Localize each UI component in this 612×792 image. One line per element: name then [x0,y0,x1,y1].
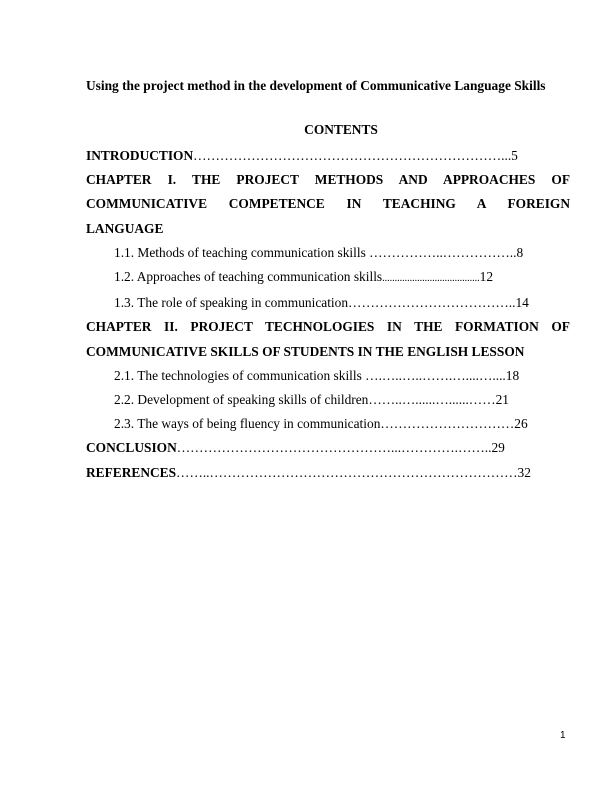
toc-leader-dots: ……..…………………………………………………………… [176,464,518,480]
toc-page-number: 14 [515,295,529,311]
toc-entry-label: INTRODUCTION [86,148,194,163]
toc-entry-label: REFERENCES [86,464,177,480]
toc-page-number: 26 [514,416,528,432]
contents-heading: CONTENTS [304,122,378,137]
toc-entry-label: 1.2. Approaches of teaching communication skills [114,269,383,285]
toc-entry-2-2 [86,388,570,412]
toc-entry-label: 1.1. Methods of teaching communication skills [114,244,370,260]
toc-entry-conclusion [86,436,570,460]
page-number: 1 [560,730,566,741]
toc-entry-1-3 [86,291,570,315]
toc-entry-references [86,461,570,485]
toc-page-number: 12 [479,269,494,285]
toc-page-number: 21 [495,392,509,408]
toc-entry-label: 2.3. The ways of being fluency in communication [114,416,381,432]
chapter-title-line: COMMUNICATIVE SKILLS OF STUDENTS IN THE ENGLISH LESSON [86,343,525,359]
toc-page-number: 8 [516,244,524,260]
toc-page-number: 29 [491,440,505,456]
toc-page-number: 32 [517,464,531,480]
toc-leader-dots: ……………………………….. [348,295,516,311]
toc-entry-label: 1.3. The role of speaking in communication [114,295,349,311]
toc-entry-label: 2.1. The technologies of communication skills [114,367,366,383]
toc-leader-dots: ....................................... [382,273,480,285]
document-title: Using the project method in the development of Communicative Language Skills [86,78,546,93]
toc-entry-1-2 [86,265,570,291]
toc-leader-dots: ………………………… [380,416,515,432]
toc-leader-dots: ……..…......…......…… [368,392,496,408]
table-of-contents [86,144,570,485]
chapter-title-line: CHAPTER I. THE PROJECT METHODS AND APPROACHES OF [86,172,570,188]
toc-entry-2-1 [86,364,570,388]
toc-entry-chapter-1 [86,168,570,241]
toc-entry-label: 2.2. Development of speaking skills of children [114,392,369,408]
toc-leader-dots: ……………..…………….. [369,244,517,260]
toc-entry-2-3 [86,412,570,436]
toc-leader-dots: …………………………………………...………….…….. [176,440,492,456]
chapter-title-line: CHAPTER II. PROJECT TECHNOLOGIES IN THE FORMATION OF [86,319,570,335]
chapter-title-line: LANGUAGE [86,220,164,236]
toc-entry-label: CONCLUSION [86,440,177,456]
toc-page-number: 5 [511,148,518,163]
toc-leader-dots: ……………………………………………………………... [193,148,512,163]
toc-entry-chapter-2 [86,315,570,363]
toc-entry-introduction [86,144,570,168]
toc-leader-dots: ….…..…..…….…....….... [365,367,506,383]
toc-page-number: 18 [505,367,520,383]
toc-entry-1-1 [86,241,570,265]
chapter-title-line: COMMUNICATIVE COMPETENCE IN TEACHING A FOREIGN [86,196,570,212]
